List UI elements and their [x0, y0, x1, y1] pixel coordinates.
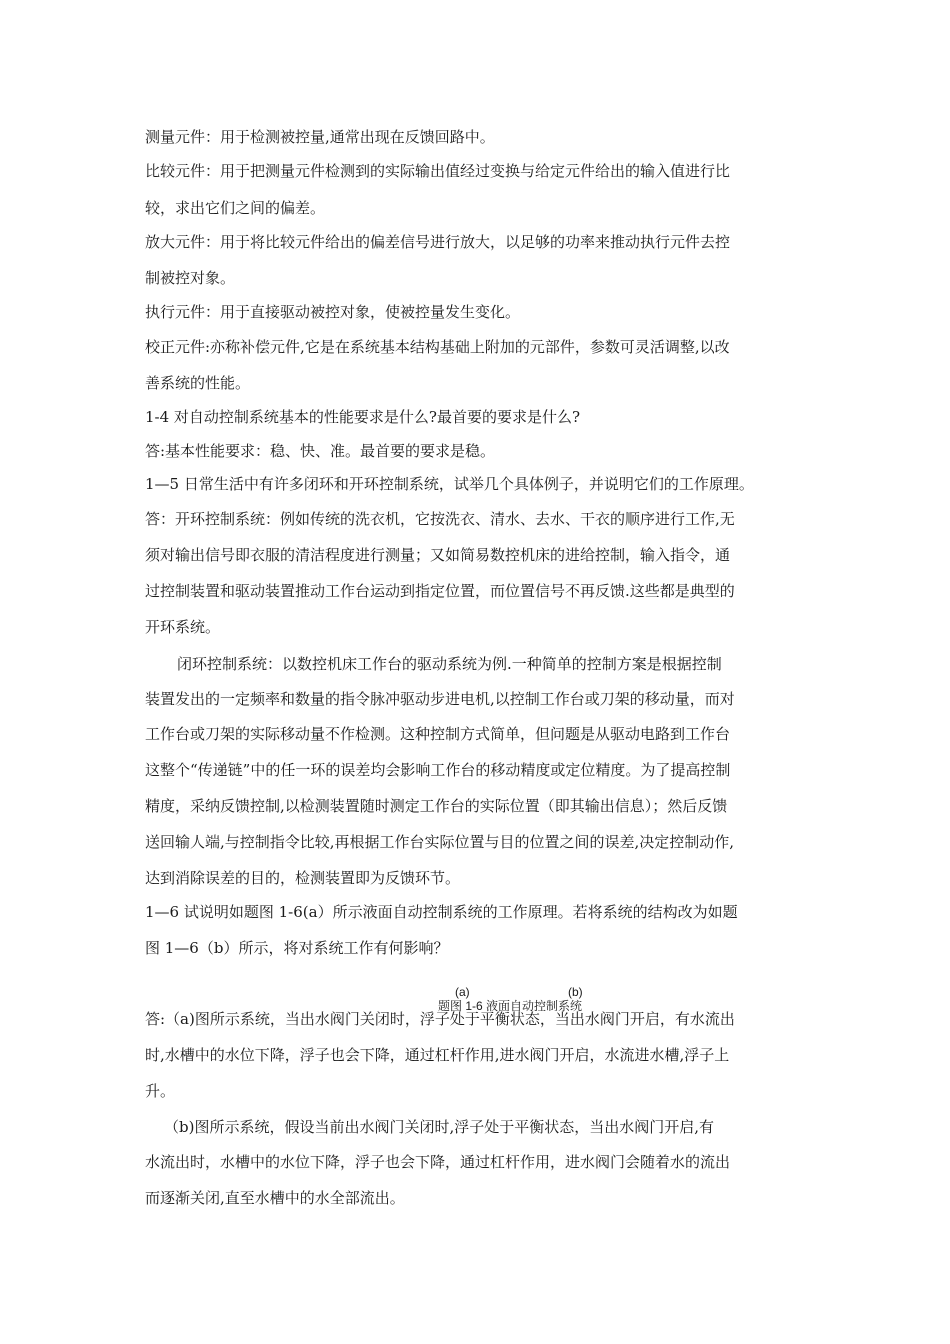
question-heading: 1—5 日常生活中有许多闭环和开环控制系统，试举几个具体例子，并说明它们的工作原理。 [145, 475, 754, 493]
question-heading: 1—6 试说明如题图 1-6(a）所示液面自动控制系统的工作原理。若将系统的结构改为如题 [145, 903, 738, 921]
text-line: 善系统的性能。 [145, 374, 251, 392]
text-line: 较，求出它们之间的偏差。 [145, 199, 326, 217]
question-heading: 1-4 对自动控制系统基本的性能要求是什么?最首要的要求是什么? [145, 408, 581, 426]
text-line: 过控制装置和驱动装置推动工作台运动到指定位置，而位置信号不再反馈.这些都是典型的 [145, 582, 735, 600]
figure-label-b: (b) [568, 985, 583, 999]
text-line: 水流出时，水槽中的水位下降，浮子也会下降，通过杠杆作用，进水阀门会随着水的流出 [145, 1153, 731, 1171]
text-line: 制被控对象。 [145, 269, 236, 287]
text-line: 测量元件：用于检测被控量,通常出现在反馈回路中。 [145, 128, 495, 146]
text-line: 闭环控制系统：以数控机床工作台的驱动系统为例.一种简单的控制方案是根据控制 [177, 655, 722, 673]
text-line: 精度，采纳反馈控制,以检测装置随时测定工作台的实际位置（即其输出信息）；然后反馈 [145, 797, 728, 815]
text-line: 而逐渐关闭,直至水槽中的水全部流出。 [145, 1189, 405, 1207]
text-line: 校正元件:亦称补偿元件,它是在系统基本结构基础上附加的元部件，参数可灵活调整,以改 [145, 338, 730, 356]
text-line: 比较元件：用于把测量元件检测到的实际输出值经过变换与给定元件给出的输入值进行比 [145, 162, 731, 180]
text-line: 这整个“传递链”中的任一环的误差均会影响工作台的移动精度或定位精度。为了提高控制 [145, 761, 731, 779]
text-line: 达到消除误差的目的，检测装置即为反馈环节。 [145, 869, 461, 887]
answer-text: 答:基本性能要求：稳、快、准。最首要的要求是稳。 [145, 442, 496, 460]
text-line: 执行元件：用于直接驱动被控对象，使被控量发生变化。 [145, 303, 521, 321]
text-line: 工作台或刀架的实际移动量不作检测。这种控制方式简单，但问题是从驱动电路到工作台 [145, 725, 731, 743]
text-line: 送回输人端,与控制指令比较,再根据工作台实际位置与目的位置之间的误差,决定控制动作, [145, 833, 735, 851]
text-line: 时,水槽中的水位下降，浮子也会下降，通过杠杆作用,进水阀门开启，水流进水槽,浮子上 [145, 1046, 730, 1064]
text-line: 装置发出的一定频率和数量的指令脉冲驱动步进电机,以控制工作台或刀架的移动量，而对 [145, 690, 735, 708]
text-line: 须对输出信号即衣服的清洁程度进行测量；又如简易数控机床的进给控制，输入指令，通 [145, 546, 731, 564]
text-line: 图 1—6（b）所示，将对系统工作有何影响？ [145, 939, 449, 957]
figure-caption: 题图 1-6 液面自动控制系统 [438, 999, 583, 1013]
answer-text: 答：开环控制系统：例如传统的洗衣机，它按洗衣、清水、去水、干衣的顺序进行工作,无 [145, 510, 735, 528]
text-line: 放大元件：用于将比较元件给出的偏差信号进行放大，以足够的功率来推动执行元件去控 [145, 233, 731, 251]
text-line: 开环系统。 [145, 618, 221, 636]
figure-label-a: (a) [455, 985, 470, 999]
answer-text: 答:（a)图所示系统，当出水阀门关闭时，浮子处于平衡状态，当出水阀门开启，有水流出 [145, 1010, 735, 1028]
text-line: （b)图所示系统，假设当前出水阀门关闭时,浮子处于平衡状态，当出水阀门开启,有 [164, 1118, 714, 1136]
text-line: 升。 [145, 1082, 176, 1100]
